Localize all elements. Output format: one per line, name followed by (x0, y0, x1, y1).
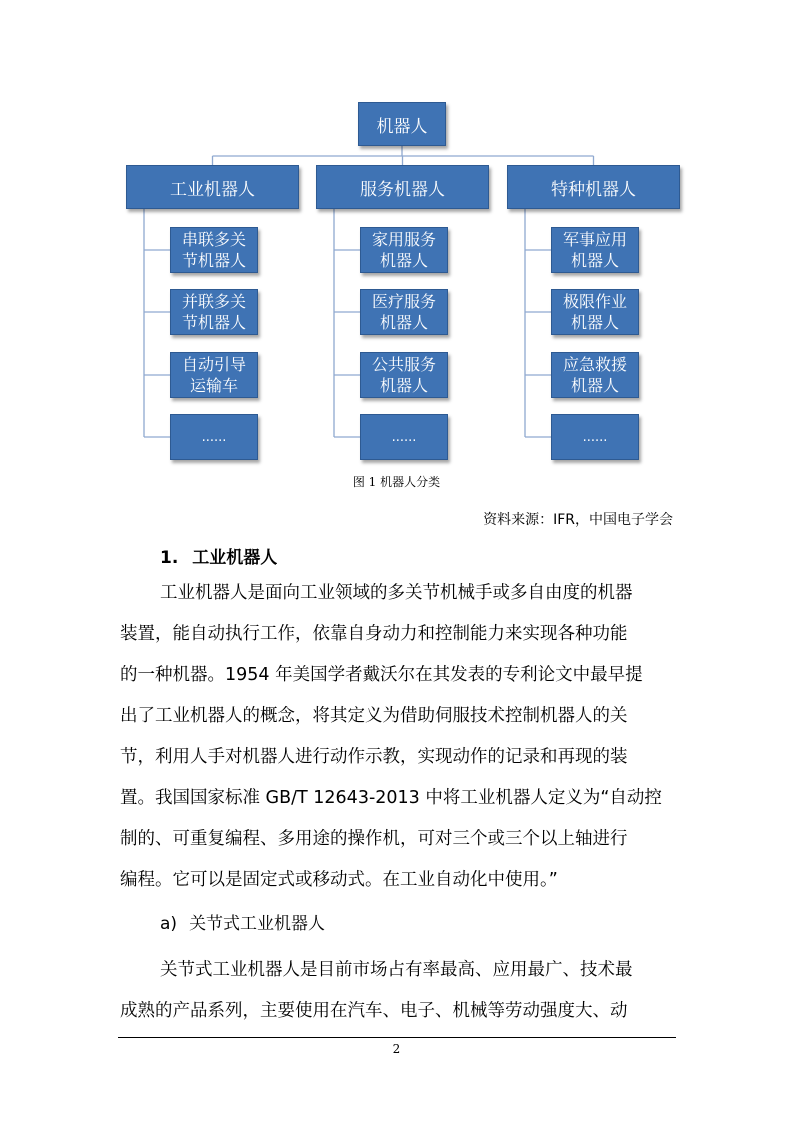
paragraph-line: 工业机器人是面向工业领域的多关节机械手或多自由度的机器 (160, 583, 633, 603)
chart-leaf-label: 军事应用 (562, 230, 627, 249)
chart-leaf-label: 机器人 (379, 251, 428, 270)
chart-category-label: 工业机器人 (170, 179, 255, 200)
chart-leaf-label: 机器人 (379, 376, 428, 395)
chart-leaf-node (360, 227, 448, 273)
chart-leaf-node (360, 352, 448, 398)
chart-leaf-label: 家用服务 (371, 230, 436, 249)
chart-leaf-node (360, 414, 448, 460)
chart-leaf-node (551, 414, 639, 460)
chart-leaf-label: 医疗服务 (371, 292, 436, 311)
footer-divider (118, 1037, 676, 1038)
chart-leaf-label: 串联多关 (181, 230, 246, 249)
chart-leaf-label: ...... (582, 429, 608, 445)
subsection-title: 关节式工业机器人 (189, 914, 326, 934)
chart-category-node (126, 165, 299, 209)
chart-category-label: 特种机器人 (551, 179, 636, 200)
figure-source: 资料来源：IFR，中国电子学会 (483, 512, 673, 528)
section-title: 工业机器人 (192, 548, 278, 568)
chart-leaf-label: 应急救援 (562, 355, 627, 374)
page-number: 2 (392, 1042, 401, 1056)
chart-category-label: 服务机器人 (360, 179, 445, 200)
section-number: 1. (160, 548, 179, 568)
chart-leaf-label: 运输车 (189, 376, 238, 395)
paragraph-line: 装置，能自动执行工作，依靠自身动力和控制能力来实现各种功能 (120, 624, 628, 644)
paragraph-line: 关节式工业机器人是目前市场占有率最高、应用最广、技术最 (160, 960, 633, 980)
paragraph-1 (120, 573, 680, 901)
chart-category-node (507, 165, 680, 209)
paragraph-line: 成熟的产品系列，主要使用在汽车、电子、机械等劳动强度大、动 (120, 1001, 628, 1021)
chart-leaf-node (551, 289, 639, 335)
figure-caption: 图 1 机器人分类 (352, 475, 441, 489)
paragraph-line: 置。我国国家标准 GB/T 12643-2013 中将工业机器人定义为“自动控 (120, 788, 662, 808)
chart-category-node (316, 165, 489, 209)
paragraph-line: 制的、可重复编程、多用途的操作机，可对三个或三个以上轴进行 (120, 829, 628, 849)
chart-leaf-node (170, 414, 258, 460)
chart-leaf-label: 极限作业 (562, 292, 627, 311)
chart-leaf-node (360, 289, 448, 335)
chart-leaf-label: ...... (201, 429, 227, 445)
paragraph-line: 的一种机器。1954 年美国学者戴沃尔在其发表的专利论文中最早提 (120, 665, 643, 685)
paragraph-line: 出了工业机器人的概念，将其定义为借助伺服技术控制机器人的关 (120, 706, 628, 726)
chart-leaf-label: 机器人 (570, 313, 619, 332)
chart-leaf-label: 节机器人 (181, 313, 246, 332)
chart-leaf-node (170, 289, 258, 335)
subsection-number: a) (160, 914, 178, 934)
paragraph-line: 编程。它可以是固定式或移动式。在工业自动化中使用。” (120, 870, 558, 890)
chart-leaf-label: 公共服务 (371, 355, 436, 374)
chart-leaf-node (170, 352, 258, 398)
chart-root-label: 机器人 (376, 116, 428, 137)
chart-root-node (358, 102, 446, 146)
chart-leaf-label: 自动引导 (181, 355, 246, 374)
chart-leaf-node (551, 227, 639, 273)
chart-leaf-node (551, 352, 639, 398)
chart-leaf-label: ...... (391, 429, 417, 445)
chart-leaf-label: 机器人 (379, 313, 428, 332)
chart-leaf-label: 并联多关 (181, 292, 246, 311)
chart-leaf-node (170, 227, 258, 273)
chart-leaf-label: 机器人 (570, 251, 619, 270)
chart-leaf-label: 机器人 (570, 376, 619, 395)
paragraph-line: 节，利用人手对机器人进行动作示教，实现动作的记录和再现的装 (120, 747, 628, 767)
subsection-heading (160, 909, 325, 934)
paragraph-2 (120, 950, 680, 1032)
section-heading (160, 543, 277, 568)
chart-leaf-label: 节机器人 (181, 251, 246, 270)
